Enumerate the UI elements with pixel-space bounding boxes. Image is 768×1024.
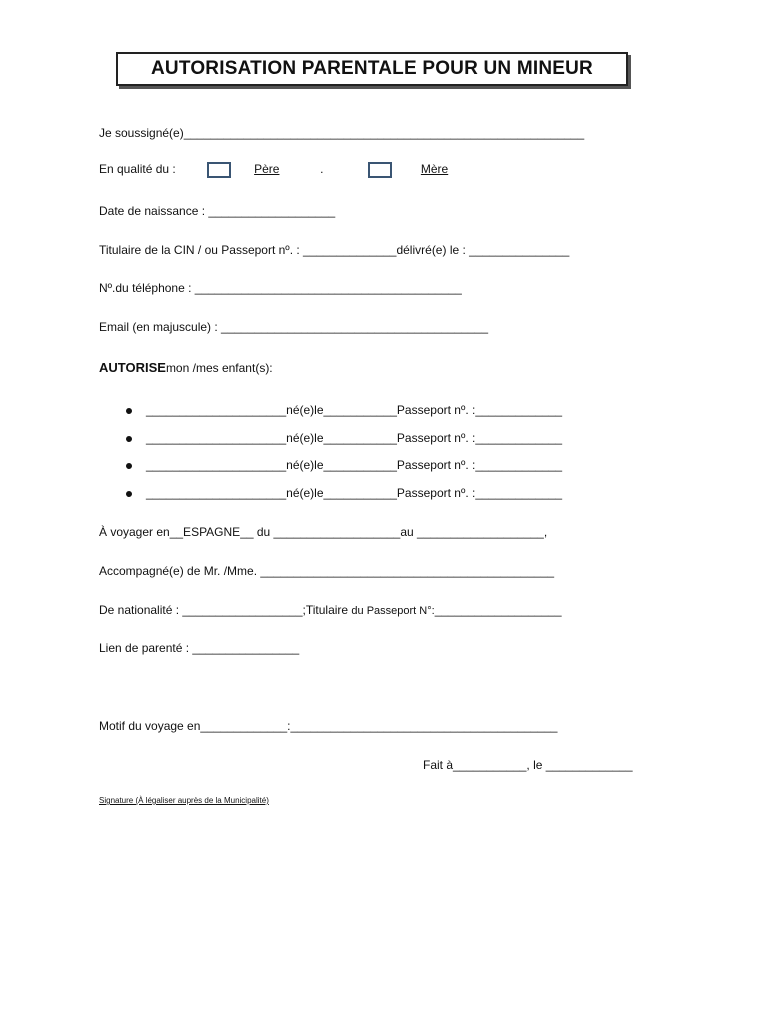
telephone-field[interactable]: Nº.du téléphone : ________________________________________ — [99, 281, 462, 295]
nationalite-field[interactable]: De nationalité : __________________;Titulaire — [99, 603, 352, 617]
passport-number-field[interactable]: ___________________ — [434, 603, 562, 617]
bullet-icon — [126, 491, 132, 497]
child-row[interactable] — [126, 486, 562, 500]
autorise-word: AUTORISE — [99, 360, 166, 375]
child-field[interactable]: _____________________né(e)le___________Passeport nº. :_____________ — [146, 458, 563, 472]
bullet-icon — [126, 463, 132, 469]
date-naissance-field[interactable]: Date de naissance : ___________________ — [99, 204, 336, 218]
child-row[interactable] — [126, 431, 562, 445]
bullet-icon — [126, 436, 132, 442]
fait-field[interactable]: Fait à___________, le _____________ — [423, 758, 633, 772]
title-box — [116, 52, 628, 86]
child-row[interactable] — [126, 403, 562, 417]
mere-label: Mère — [420, 162, 449, 177]
email-field[interactable]: Email (en majuscule) : ________________________________________ — [99, 320, 488, 334]
mere-checkbox[interactable] — [368, 162, 392, 178]
voyager-field[interactable]: À voyager en__ESPAGNE__ du ___________________au ___________________, — [99, 525, 548, 539]
pere-label: Père — [254, 162, 280, 177]
child-row[interactable] — [126, 458, 562, 472]
soussigne-field[interactable]: Je soussigné(e)____________________________________________________________ — [99, 126, 585, 140]
cin-passport-field[interactable]: Titulaire de la CIN / ou Passeport nº. : ______________délivré(e) le : _______________ — [99, 243, 570, 257]
autorise-rest: mon /mes enfant(s): — [165, 361, 273, 375]
child-field[interactable]: _____________________né(e)le___________Passeport nº. :_____________ — [146, 403, 563, 417]
child-field[interactable]: _____________________né(e)le___________Passeport nº. :_____________ — [146, 486, 563, 500]
autorise-line — [99, 360, 273, 375]
page-title: AUTORISATION PARENTALE POUR UN MINEUR — [151, 58, 593, 79]
qualite-row — [99, 162, 448, 178]
nationalite-row[interactable] — [99, 603, 562, 617]
lien-parente-field[interactable]: Lien de parenté : ________________ — [99, 641, 300, 655]
pere-checkbox[interactable] — [207, 162, 231, 178]
accompagne-field[interactable]: Accompagné(e) de Mr. /Mme. ____________________________________________ — [99, 564, 555, 578]
qualite-label: En qualité du : — [99, 162, 176, 177]
signature-label: Signature (À légaliser auprès de la Municipalité) — [99, 796, 269, 805]
child-field[interactable]: _____________________né(e)le___________Passeport nº. :_____________ — [146, 431, 563, 445]
motif-field[interactable]: Motif du voyage en_____________:________________________________________ — [99, 719, 558, 733]
bullet-icon — [126, 408, 132, 414]
separator-dot: . — [320, 162, 324, 177]
passport-label: du Passeport N°: — [351, 605, 435, 617]
